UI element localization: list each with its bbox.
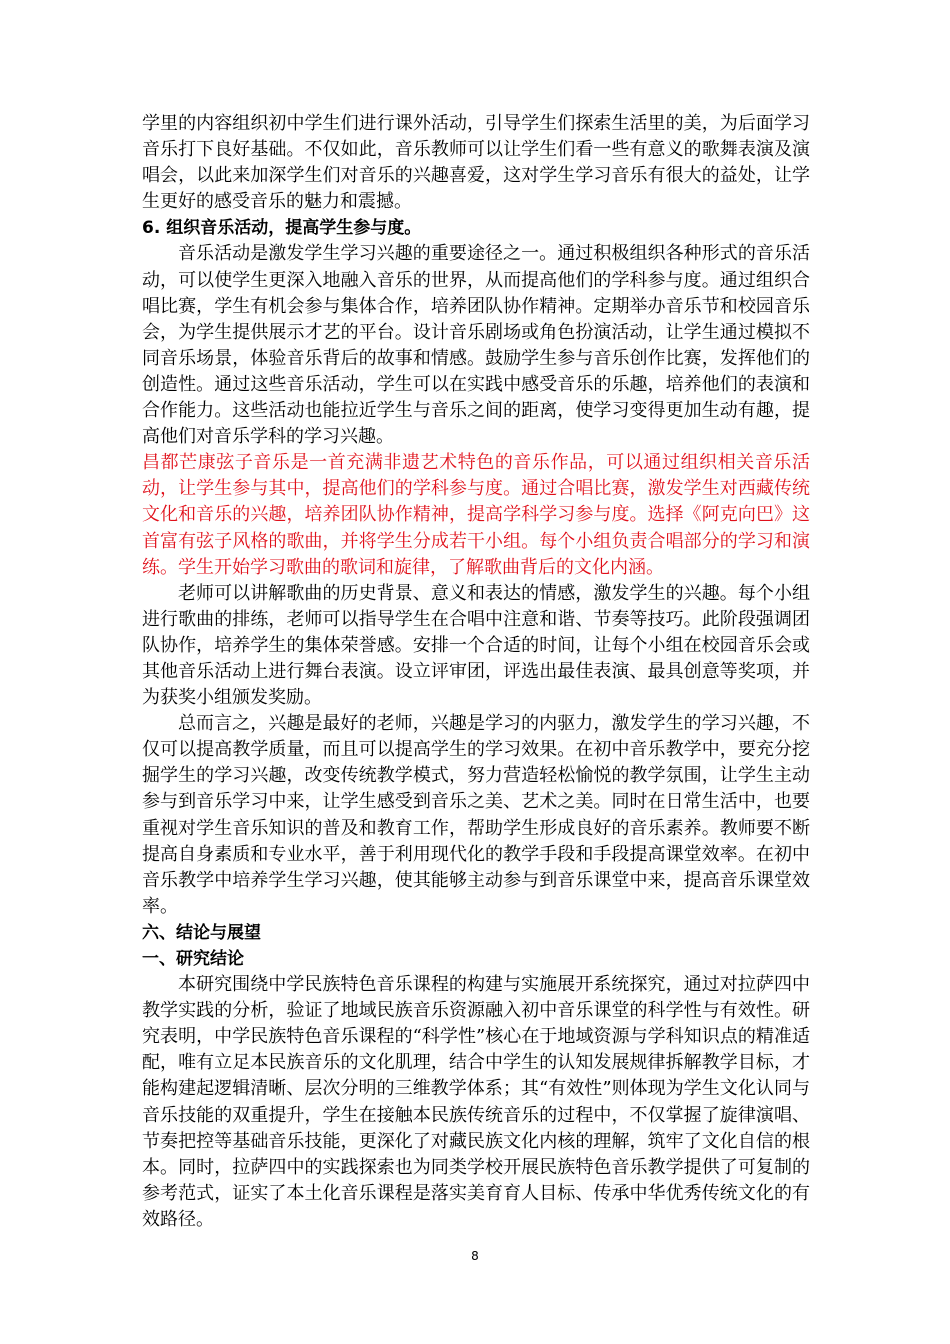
paragraph-highlighted-red: 昌都芒康弦子音乐是一首充满非遗艺术特色的音乐作品，可以通过组织相关音乐活动，让学生参与其中，提高他们的学科参与度。通过合唱比赛，激发学生对西藏传统文化和音乐的兴趣，培养团队协作精神，提高学科学习参与度。选择《阿克向巴》这首富有弦子风格的歌曲，并将学生分成若干小组。每个小组负责合唱部分的学习和演练。学生开始学习歌曲的歌词和旋律，了解歌曲背后的文化内涵。 [142, 452, 810, 578]
section-heading-research-conclusion: 一、研究结论 [142, 949, 244, 969]
section-heading-6: 6. 组织音乐活动，提高学生参与度。 [142, 218, 422, 239]
paragraph-summary: 总而言之，兴趣是最好的老师，兴趣是学习的内驱力，激发学生的学习兴趣，不仅可以提高教学质量，而且可以提高学生的学习效果。在初中音乐教学中，要充分挖掘学生的学习兴趣，改变传统教学模式，努力营造轻松愉悦的教学氛围，让学生主动参与到音乐学习中来，让学生感受到音乐之美、艺术之美。同时在日常生活中，也要重视对学生音乐知识的普及和教育工作，帮助学生形成良好的音乐素养。教师要不断提高自身素质和专业水平，善于利用现代化的教学手段和手段提高课堂效率。在初中音乐教学中培养学生学习兴趣，使其能够主动参与到音乐课堂中来，提高音乐课堂效率。 [142, 713, 810, 917]
paragraph-continued: 学里的内容组织初中学生们进行课外活动，引导学生们探索生活里的美，为后面学习音乐打下良好基础。不仅如此，音乐教师可以让学生们看一些有意义的歌舞表演及演唱会，以此来加深学生们对音乐的兴趣喜爱，这对学生学习音乐有很大的益处，让学生更好的感受音乐的魅力和震撼。 [142, 113, 810, 213]
paragraph-teacher-guidance: 老师可以讲解歌曲的历史背景、意义和表达的情感，激发学生的兴趣。每个小组进行歌曲的排练，老师可以指导学生在合唱中注意和谐、节奏等技巧。此阶段强调团队协作，培养学生的集体荣誉感。安排一个合适的时间，让每个小组在校园音乐会或其他音乐活动上进行舞台表演。设立评审团，评选出最佳表演、最具创意等奖项，并为获奖小组颁发奖励。 [142, 582, 810, 709]
paragraph-music-activities: 音乐活动是激发学生学习兴趣的重要途径之一。通过积极组织各种形式的音乐活动，可以使学生更深入地融入音乐的世界，从而提高他们的学科参与度。通过组织合唱比赛，学生有机会参与集体合作，培养团队协作精神。定期举办音乐节和校园音乐会，为学生提供展示才艺的平台。设计音乐剧场或角色扮演活动，让学生通过模拟不同音乐场景，体验音乐背后的故事和情感。鼓励学生参与音乐创作比赛，发挥他们的创造性。通过这些音乐活动，学生可以在实践中感受音乐的乐趣，培养他们的表演和合作能力。这些活动也能拉近学生与音乐之间的距离，使学习变得更加生动有趣，提高他们对音乐学科的学习兴趣。 [142, 243, 810, 448]
page-body [142, 111, 810, 1233]
chapter-heading-conclusion: 六、结论与展望 [142, 922, 261, 943]
page-number: 8 [471, 1249, 479, 1263]
paragraph-research-conclusion: 本研究围绕中学民族特色音乐课程的构建与实施展开系统探究，通过对拉萨四中教学实践的分析，验证了地域民族音乐资源融入初中音乐课堂的科学性与有效性。研究表明，中学民族特色音乐课程的“科学性”核心在于地域资源与学科知识点的精准适配，唯有立足本民族音乐的文化肌理，结合中学生的认知发展规律拆解教学目标，才能构建起逻辑清晰、层次分明的三维教学体系；其“有效性”则体现为学生文化认同与音乐技能的双重提升，学生在接触本民族传统音乐的过程中，不仅掌握了旋律演唱、节奏把控等基础音乐技能，更深化了对藏民族文化内核的理解，筑牢了文化自信的根本。同时，拉萨四中的实践探索也为同类学校开展民族特色音乐教学提供了可复制的参考范式，证实了本土化音乐课程是落实美育育人目标、传承中华优秀传统文化的有效路径。 [142, 974, 810, 1230]
